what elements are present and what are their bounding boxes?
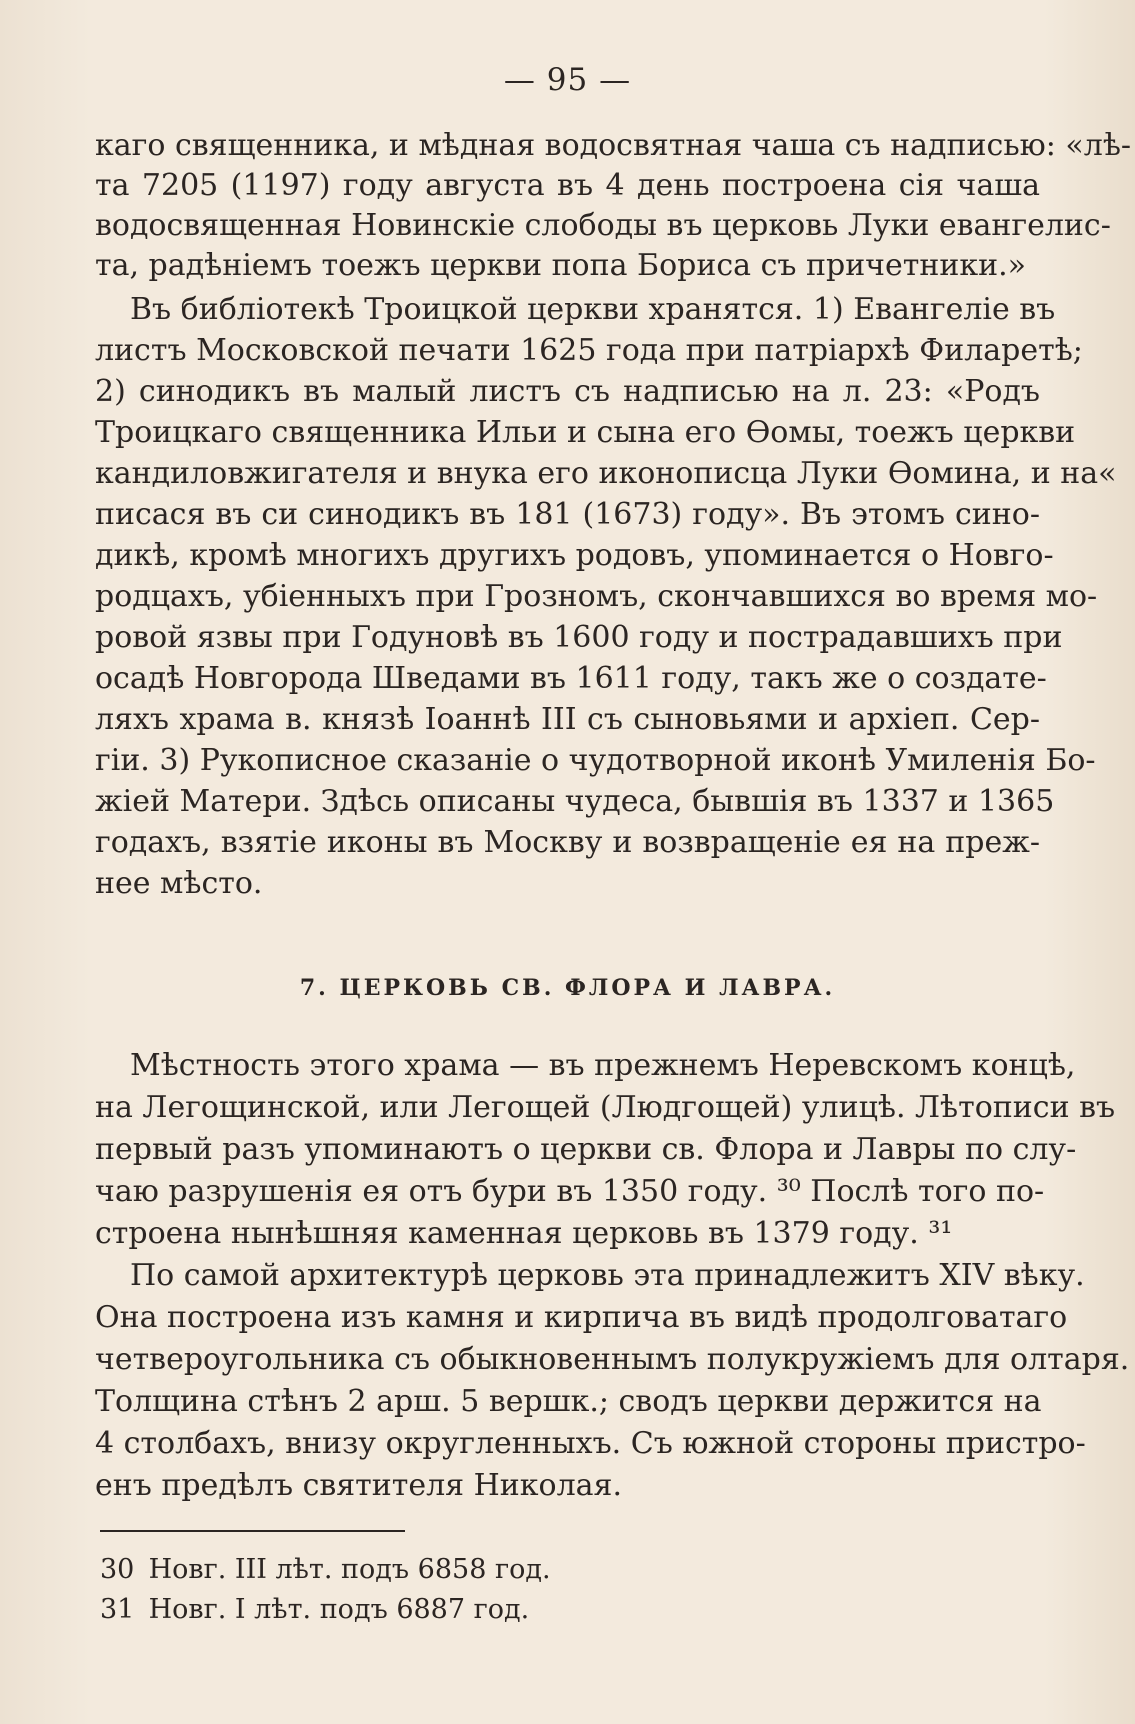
text-line: Толщина стѣнъ 2 арш. 5 вершк.; сводъ церкви держится на — [95, 1384, 1042, 1419]
text-line: листъ Московской печати 1625 года при патріархѣ Филаретѣ; — [95, 333, 1083, 368]
text-line: каго священника, и мѣдная водосвятная чаша съ надписью: «лѣ- — [95, 128, 1132, 163]
section-heading: 7. ЦЕРКОВЬ СВ. ФЛОРА И ЛАВРА. — [299, 975, 836, 1001]
text-line: Въ библіотекѣ Троицкой церкви хранятся. 1) Евангеліе въ — [130, 292, 1056, 327]
text-line: 4 столбахъ, внизу округленныхъ. Съ южной стороны пристро- — [95, 1426, 1086, 1461]
text-line: на Легощинской, или Легощей (Людгощей) улицѣ. Лѣтописи въ — [95, 1090, 1116, 1125]
text-line: нее мѣсто. — [95, 866, 263, 901]
text-line: осадѣ Новгорода Шведами въ 1611 году, такъ же о создате- — [95, 661, 1047, 696]
text-line: Мѣстность этого храма — въ прежнемъ Неревскомъ концѣ, — [130, 1048, 1076, 1083]
footnote-text: Новг. III лѣт. подъ 6858 год. — [148, 1554, 551, 1585]
text-line: Она построена изъ камня и кирпича въ видѣ продолговатаго — [95, 1300, 1068, 1335]
text-line: чаю разрушенія ея отъ бури въ 1350 году. ³⁰ Послѣ того по- — [95, 1174, 1045, 1209]
text-line: Троицкаго священника Ильи и сына его Ѳомы, тоежъ церкви — [95, 415, 1076, 450]
text-line: дикѣ, кромѣ многихъ другихъ родовъ, упоминается о Новго- — [95, 538, 1054, 573]
text-line: та 7205 (1197) году августа въ 4 день построена сія чаша — [95, 168, 1040, 203]
text-line: 2) синодикъ въ малый листъ съ надписью на л. 23: «Родъ — [95, 374, 1040, 409]
text-line: годахъ, взятіе иконы въ Москву и возвращеніе ея на преж- — [95, 825, 1040, 860]
text-line: ляхъ храма в. князѣ Іоаннѣ III съ сыновьями и архіеп. Сер- — [95, 702, 1040, 737]
footnote-number: 31 — [100, 1594, 135, 1625]
text-line: енъ предѣлъ святителя Николая. — [95, 1468, 623, 1503]
text-line: та, радѣніемъ тоежъ церкви попа Бориса съ причетники.» — [95, 248, 1026, 283]
footnote-text: Новг. I лѣт. подъ 6887 год. — [148, 1594, 530, 1625]
text-line: водосвященная Новинскіе слободы въ церковь Луки евангелис- — [95, 208, 1111, 243]
text-line: кандиловжигателя и внука его иконописца Луки Ѳомина, и на« — [95, 456, 1117, 491]
text-line: ровой язвы при Годуновѣ въ 1600 году и пострадавшихъ при — [95, 620, 1063, 655]
text-line: четвероугольника съ обыкновеннымъ полукружіемъ для олтаря. — [95, 1342, 1130, 1377]
text-line: родцахъ, убіенныхъ при Грозномъ, скончавшихся во время мо- — [95, 579, 1098, 614]
text-line: писася въ си синодикъ въ 181 (1673) году». Въ этомъ сино- — [95, 497, 1040, 532]
text-line: По самой архитектурѣ церковь эта принадлежитъ XIV вѣку. — [130, 1258, 1085, 1293]
text-line: строена нынѣшняя каменная церковь въ 1379 году. ³¹ — [95, 1216, 953, 1251]
footnote-number: 30 — [100, 1554, 135, 1585]
text-line: гіи. 3) Рукописное сказаніе о чудотворной иконѣ Умиленія Бо- — [95, 743, 1096, 778]
text-line: первый разъ упоминаютъ о церкви св. Флора и Лавры по слу- — [95, 1132, 1077, 1167]
page-number: — 95 — — [503, 62, 632, 98]
text-line: жіей Матери. Здѣсь описаны чудеса, бывшія въ 1337 и 1365 — [95, 784, 1055, 819]
footnote — [100, 1552, 700, 1588]
footnote-divider — [100, 1530, 405, 1532]
footnote — [100, 1592, 700, 1628]
